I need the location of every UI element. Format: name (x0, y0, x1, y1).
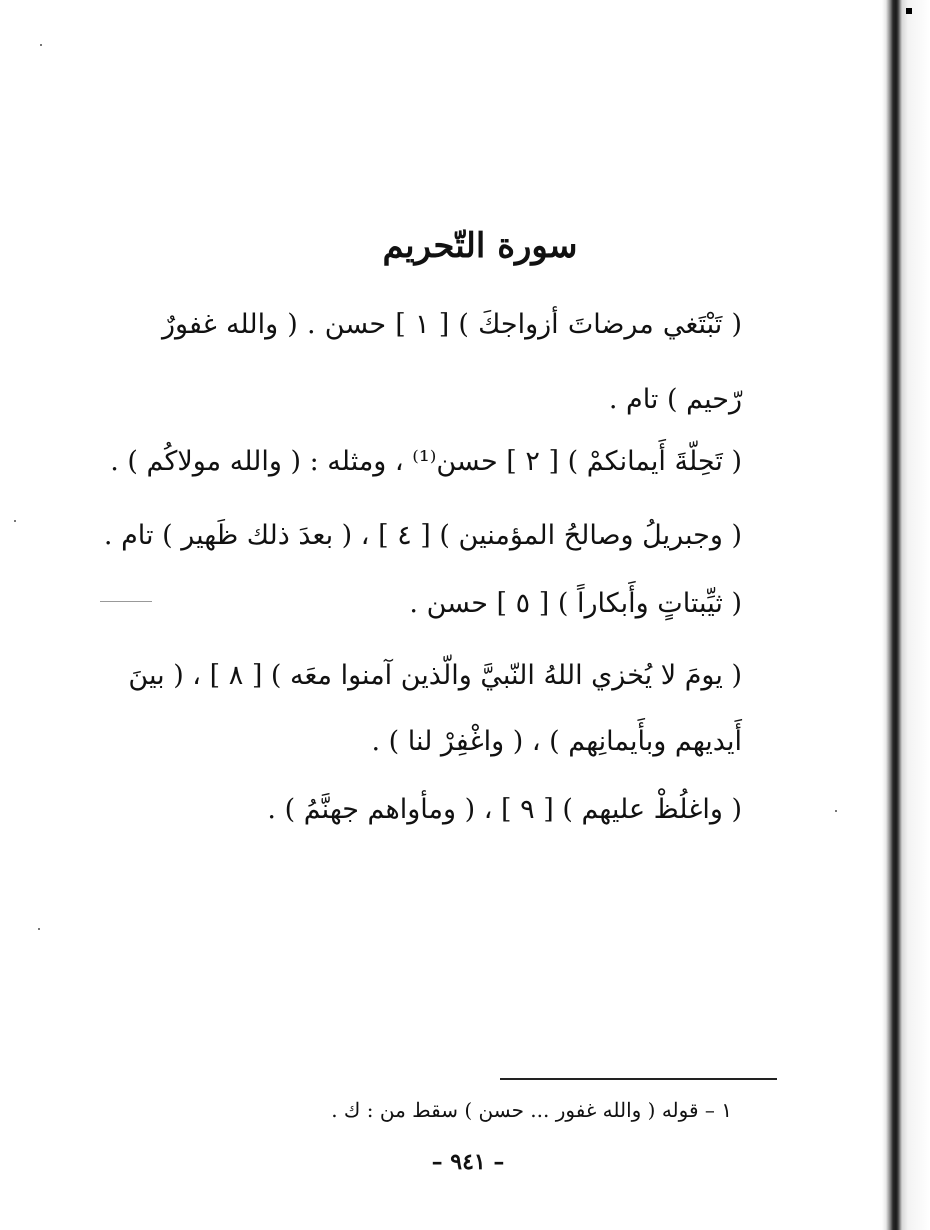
scan-speck (14, 520, 16, 522)
scan-mark (906, 8, 912, 14)
text-line: ( تَحِلّةَ أَيمانكمْ ) [ ٢ ] حسن⁽¹⁾ ، ومثله : ( والله مولاكُم ) . (110, 446, 742, 477)
page-number: – ٩٤١ – (431, 1149, 505, 1175)
scan-artifact (100, 601, 152, 602)
text-line: ( يومَ لا يُخزي اللهُ النّبيَّ والّذين آمنوا معَه ) [ ٨ ] ، ( بينَ (128, 660, 742, 691)
footnote: ١ – قوله ( والله غفور ... حسن ) سقط من : ك . (331, 1098, 732, 1122)
text-line: رّحيم ) تام . (608, 384, 742, 415)
scan-speck (38, 928, 40, 930)
text-line: ( واغلُظْ عليهم ) [ ٩ ] ، ( ومأواهم جهنَّمُ ) . (267, 794, 742, 825)
text-line: أَيديهم وبأَيمانِهم ) ، ( واغْفِرْ لنا ) . (371, 726, 742, 757)
book-spine-edge (882, 0, 930, 1230)
surah-title: سورة التّحريم (382, 226, 578, 266)
text-line: ( تَبْتَغي مرضاتَ أزواجكَ ) [ ١ ] حسن . ( والله غفورٌ (162, 309, 742, 340)
text-line: ( وجبريلُ وصالحُ المؤمنين ) [ ٤ ] ، ( بعدَ ذلك ظَهير ) تام . (103, 520, 742, 551)
scan-speck (835, 810, 837, 812)
text-line: ( ثيِّبتاتٍ وأَبكاراً ) [ ٥ ] حسن . (409, 588, 742, 619)
scan-speck (40, 44, 42, 46)
footnote-separator (500, 1078, 777, 1080)
